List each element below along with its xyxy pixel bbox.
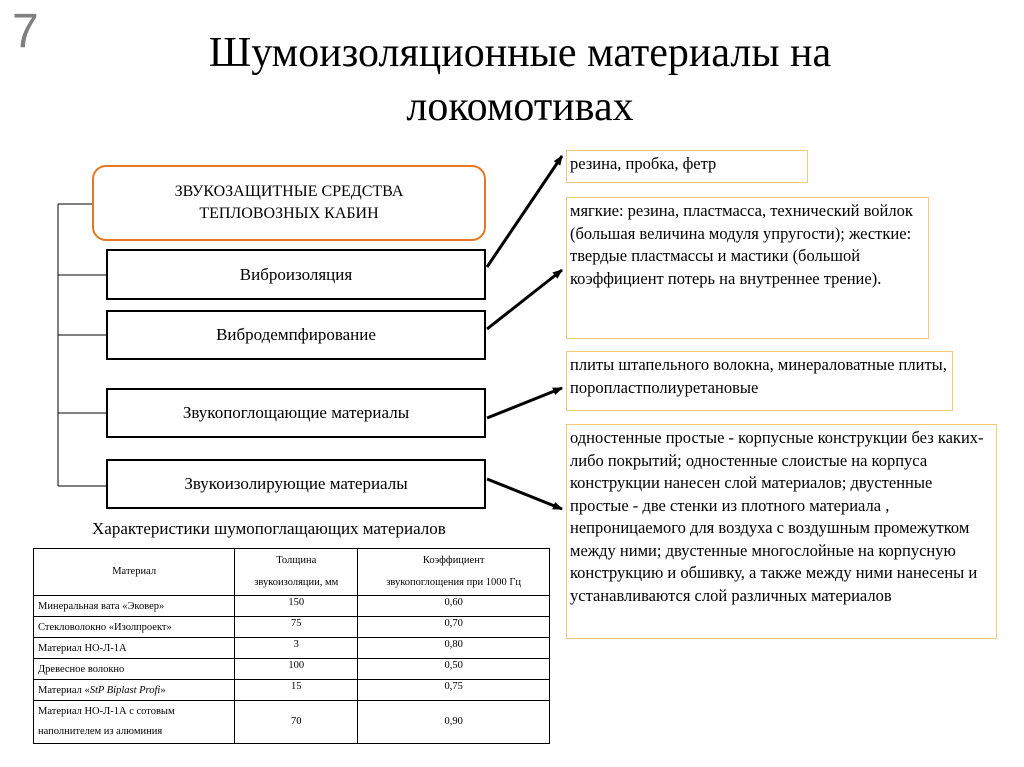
header-coefficient (358, 549, 550, 596)
arrow-insulating (487, 479, 562, 509)
cell-coefficient: 0,75 (358, 680, 550, 701)
table-row (34, 659, 550, 680)
header-coef-line1: Коэффициент (422, 555, 485, 566)
material-italic-name: StP Biplast Profi (89, 684, 161, 696)
material-prefix: Материал « (38, 684, 90, 696)
table-row (34, 701, 550, 744)
note-vibroisolation-materials: резина, пробка, фетр (566, 150, 808, 183)
main-category-label: ЗВУКОЗАЩИТНЫЕ СРЕДСТВА ТЕПЛОВОЗНЫХ КАБИН (174, 183, 404, 222)
arrow-vibrodamping (487, 270, 562, 329)
note-vibrodamping-materials: мягкие: резина, пластмасса, технический войлок (большая величина модуля упругости); жесткие: твердые пластмассы и мастики (большой коэффициент потерь на внутреннее трение). (566, 197, 929, 339)
category-box-vibrodamping (106, 310, 486, 360)
category-box-vibroisolation (106, 249, 486, 300)
cell-material: Материал НО-Л-1А (34, 638, 235, 659)
cell-material: Стекловолокно «Изолпроект» (34, 617, 235, 638)
header-thickness-line1: Толщина (276, 555, 317, 566)
slide-number: 7 (12, 5, 39, 58)
page-title: Шумоизоляционные материалы на локомотивах (208, 30, 832, 130)
cell-material: Древесное волокно (34, 659, 235, 680)
cell-coefficient: 0,90 (358, 701, 550, 744)
main-category-box (92, 165, 486, 241)
cell-thickness: 75 (235, 617, 358, 638)
cell-thickness: 15 (235, 680, 358, 701)
category-label: Вибродемпфирование (216, 325, 376, 344)
table-row (34, 596, 550, 617)
note-insulating-materials: одностенные простые - корпусные конструкции без каких-либо покрытий; одностенные слоистые на корпуса конструкции нанесен слой материалов; двустенные простые - две стенки из плотного материала , непроницаемого для воздуха с воздушным промежутком между ними; двустенные многослойные на корпусную конструкцию и обшивку, а также между ними нанесены и устанавливаются слой различных материалов (566, 424, 997, 639)
table-title: Характеристики шумопоглащающих материалов (92, 519, 446, 538)
category-label: Виброизоляция (239, 264, 353, 284)
cell-material (34, 680, 235, 701)
header-coef-line2: звукопоглощения при 1000 Гц (386, 577, 522, 588)
cell-coefficient: 0,50 (358, 659, 550, 680)
cell-thickness: 150 (235, 596, 358, 617)
material-suffix: » (160, 684, 166, 696)
cell-coefficient: 0,70 (358, 617, 550, 638)
header-thickness-line2: звукоизоляции, мм (254, 577, 339, 588)
arrow-absorbing (487, 388, 562, 418)
header-material: Материал (34, 549, 235, 596)
arrow-vibroisolation (487, 156, 562, 267)
table-header-row (34, 549, 550, 596)
category-box-insulating (106, 459, 486, 509)
table-row (34, 617, 550, 638)
cell-material: Материал НО-Л-1А с сотовым наполнителем из алюминия (34, 701, 235, 744)
cell-material: Минеральная вата «Эковер» (34, 596, 235, 617)
cell-thickness: 70 (235, 701, 358, 744)
cell-coefficient: 0,80 (358, 638, 550, 659)
category-label: Звукоизолирующие материалы (184, 474, 408, 493)
table-row (34, 680, 550, 701)
category-label: Звукопоглощающие материалы (182, 403, 410, 422)
note-absorbing-materials: плиты штапельного волокна, минераловатные плиты, поропластполиуретановые (566, 351, 953, 411)
table-row (34, 638, 550, 659)
category-box-absorbing (106, 388, 486, 438)
header-thickness (235, 549, 358, 596)
cell-coefficient: 0,60 (358, 596, 550, 617)
cell-thickness: 100 (235, 659, 358, 680)
materials-table (33, 548, 550, 744)
cell-thickness: 3 (235, 638, 358, 659)
